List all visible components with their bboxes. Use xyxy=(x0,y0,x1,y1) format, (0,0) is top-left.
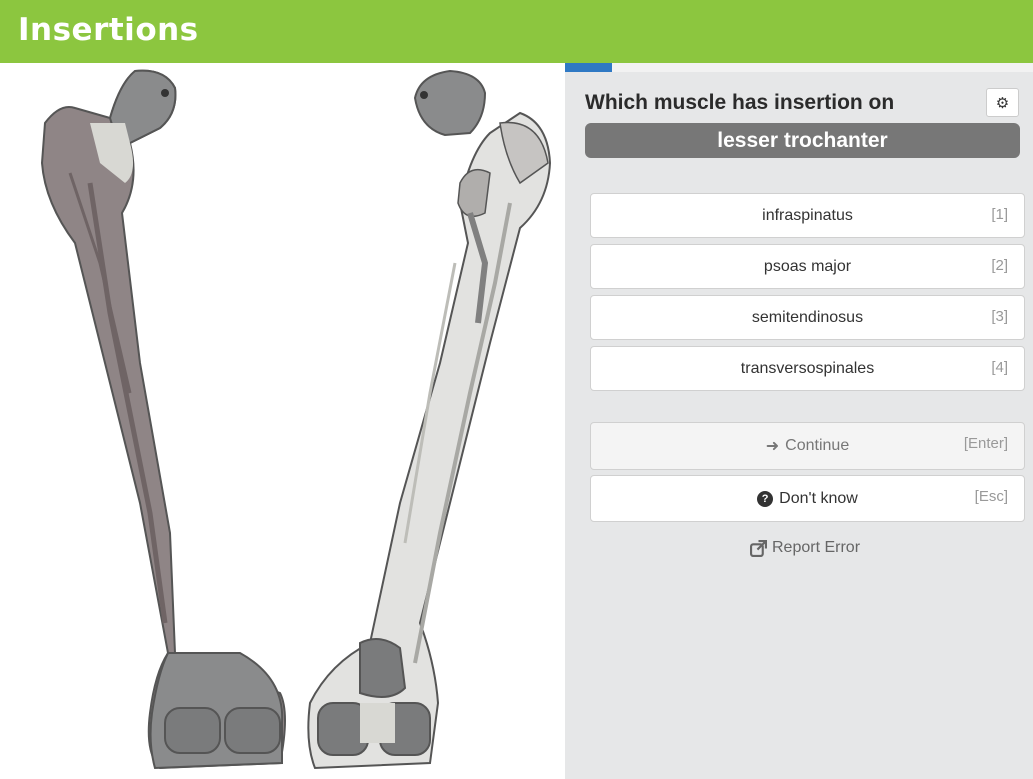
question-circle-icon: ? xyxy=(757,491,773,507)
continue-label: Continue xyxy=(785,437,850,454)
right-femur xyxy=(308,71,550,768)
answer-option-3[interactable] xyxy=(590,295,1025,340)
answer-options xyxy=(590,193,1025,397)
target-structure: lesser trochanter xyxy=(585,123,1020,158)
dont-know-label: Don't know xyxy=(779,489,858,507)
settings-button[interactable] xyxy=(986,88,1019,117)
question-text: Which muscle has insertion on xyxy=(585,91,895,114)
report-error-link[interactable] xyxy=(750,539,860,557)
option-shortcut: [4] xyxy=(991,359,1008,376)
app-header xyxy=(0,0,1033,63)
arrow-right-icon: ➜ xyxy=(765,438,780,455)
progress-bar xyxy=(565,63,1033,72)
report-error-label: Report Error xyxy=(772,539,861,556)
option-shortcut: [2] xyxy=(991,257,1008,274)
gear-icon: ⚙ xyxy=(995,93,1010,112)
continue-button[interactable] xyxy=(590,422,1025,470)
continue-shortcut: [Enter] xyxy=(963,435,1008,452)
app-title: Insertions xyxy=(18,12,199,48)
dont-know-shortcut: [Esc] xyxy=(974,488,1008,505)
option-shortcut: [3] xyxy=(991,308,1008,325)
progress-fill xyxy=(565,63,612,72)
femur-illustration xyxy=(0,63,565,779)
answer-option-2[interactable] xyxy=(590,244,1025,289)
dont-know-button[interactable] xyxy=(590,475,1025,522)
option-label: infraspinatus xyxy=(762,206,853,224)
quiz-panel xyxy=(565,63,1033,779)
option-label: semitendinosus xyxy=(751,308,864,326)
left-femur xyxy=(42,71,285,768)
anatomy-image xyxy=(0,63,565,779)
option-label: transversospinales xyxy=(740,359,875,377)
option-shortcut: [1] xyxy=(991,206,1008,223)
answer-option-4[interactable] xyxy=(590,346,1025,391)
external-link-icon xyxy=(750,540,767,557)
answer-option-1[interactable] xyxy=(590,193,1025,238)
option-label: psoas major xyxy=(763,257,852,275)
